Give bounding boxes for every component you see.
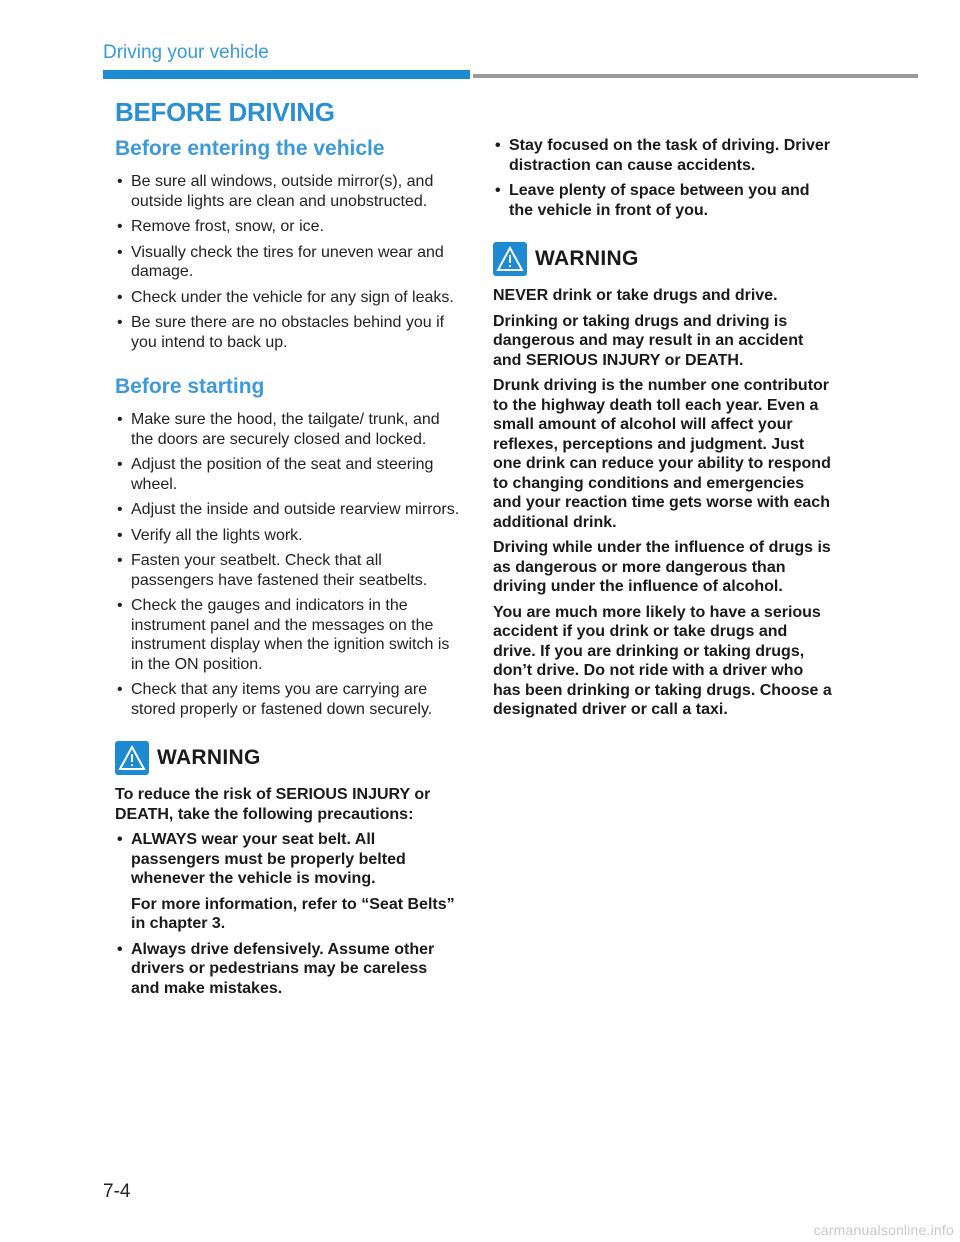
list-item: • Be sure there are no obstacles behind you if you intend to back up.	[115, 313, 460, 352]
warning-triangle-icon	[493, 242, 527, 276]
header-rule-gray	[473, 74, 918, 78]
warning-intro: To reduce the risk of SERIOUS INJURY or DEATH, take the following precautions:	[115, 786, 431, 823]
list-item: • Leave plenty of space between you and the vehicle in front of you.	[493, 181, 833, 220]
driving-tips-list	[493, 136, 833, 220]
list-item: • Adjust the position of the seat and steering wheel.	[115, 455, 460, 494]
warning-title: WARNING	[157, 746, 261, 769]
list-item: • Verify all the lights work.	[115, 526, 460, 546]
list-item: • Check under the vehicle for any sign of leaks.	[115, 288, 460, 308]
left-column	[115, 136, 460, 1004]
chapter-header: Driving your vehicle	[103, 42, 269, 63]
list-item: • Be sure all windows, outside mirror(s), and outside lights are clean and unobstructed.	[115, 172, 460, 211]
list-item: • Always drive defensively. Assume other drivers or pedestrians may be careless and make mistakes.	[115, 940, 460, 999]
list-item: • Make sure the hood, the tailgate/ trunk, and the doors are securely closed and locked.	[115, 410, 460, 449]
list-item: • Fasten your seatbelt. Check that all passengers have fastened their seatbelts.	[115, 551, 460, 590]
warning-paragraph: NEVER drink or take drugs and drive.	[493, 287, 778, 304]
seat-belt-reference: For more information, refer to “Seat Belts” in chapter 3.	[131, 895, 455, 932]
subheading-before-starting: Before starting	[115, 375, 265, 398]
right-column	[493, 136, 833, 726]
warning-list	[115, 830, 460, 998]
header-rule-blue	[103, 70, 470, 79]
warning-heading	[493, 242, 833, 276]
page-number: 7-4	[103, 1181, 131, 1202]
warning-triangle-icon	[115, 741, 149, 775]
list-item: • Check that any items you are carrying are stored properly or fastened down securely.	[115, 680, 460, 719]
entering-list	[115, 172, 460, 352]
list-item: • Visually check the tires for uneven wear and damage.	[115, 243, 460, 282]
starting-list	[115, 410, 460, 719]
list-item-text: ALWAYS wear your seat belt. All passengers must be properly belted whenever the vehicle is moving.	[131, 831, 406, 887]
list-item: • Stay focused on the task of driving. Driver distraction can cause accidents.	[493, 136, 833, 175]
watermark: carmanualsonline.info	[813, 1222, 954, 1238]
list-item	[115, 830, 460, 934]
warning-heading	[115, 741, 460, 775]
section-title: BEFORE DRIVING	[115, 97, 335, 127]
warning-paragraph: Drinking or taking drugs and driving is dangerous and may result in an accident and SERIOUS INJURY or DEATH.	[493, 312, 804, 369]
list-item: • Remove frost, snow, or ice.	[115, 217, 460, 237]
list-item: • Check the gauges and indicators in the instrument panel and the messages on the instrument display when the ignition switch is in the ON position.	[115, 596, 460, 674]
warning-paragraph: Driving while under the influence of drugs is as dangerous or more dangerous than driving under the influence of alcohol.	[493, 539, 831, 595]
warning-title: WARNING	[535, 247, 639, 270]
warning-paragraph: You are much more likely to have a serious accident if you drink or take drugs and drive. If you are drinking or taking drugs, don’t drive. Do not ride with a driver who has been drinking or taking drugs. Choose a designated driver or call a taxi.	[493, 603, 832, 718]
list-item: • Adjust the inside and outside rearview mirrors.	[115, 500, 460, 520]
subheading-before-entering: Before entering the vehicle	[115, 137, 385, 160]
warning-paragraph: Drunk driving is the number one contributor to the highway death toll each year. Even a small amount of alcohol will affect your reflexes, perceptions and judgment. Just one drink can reduce your ability to respond to changing conditions and emergencies and your reaction time gets worse with each additional drink.	[493, 377, 831, 531]
